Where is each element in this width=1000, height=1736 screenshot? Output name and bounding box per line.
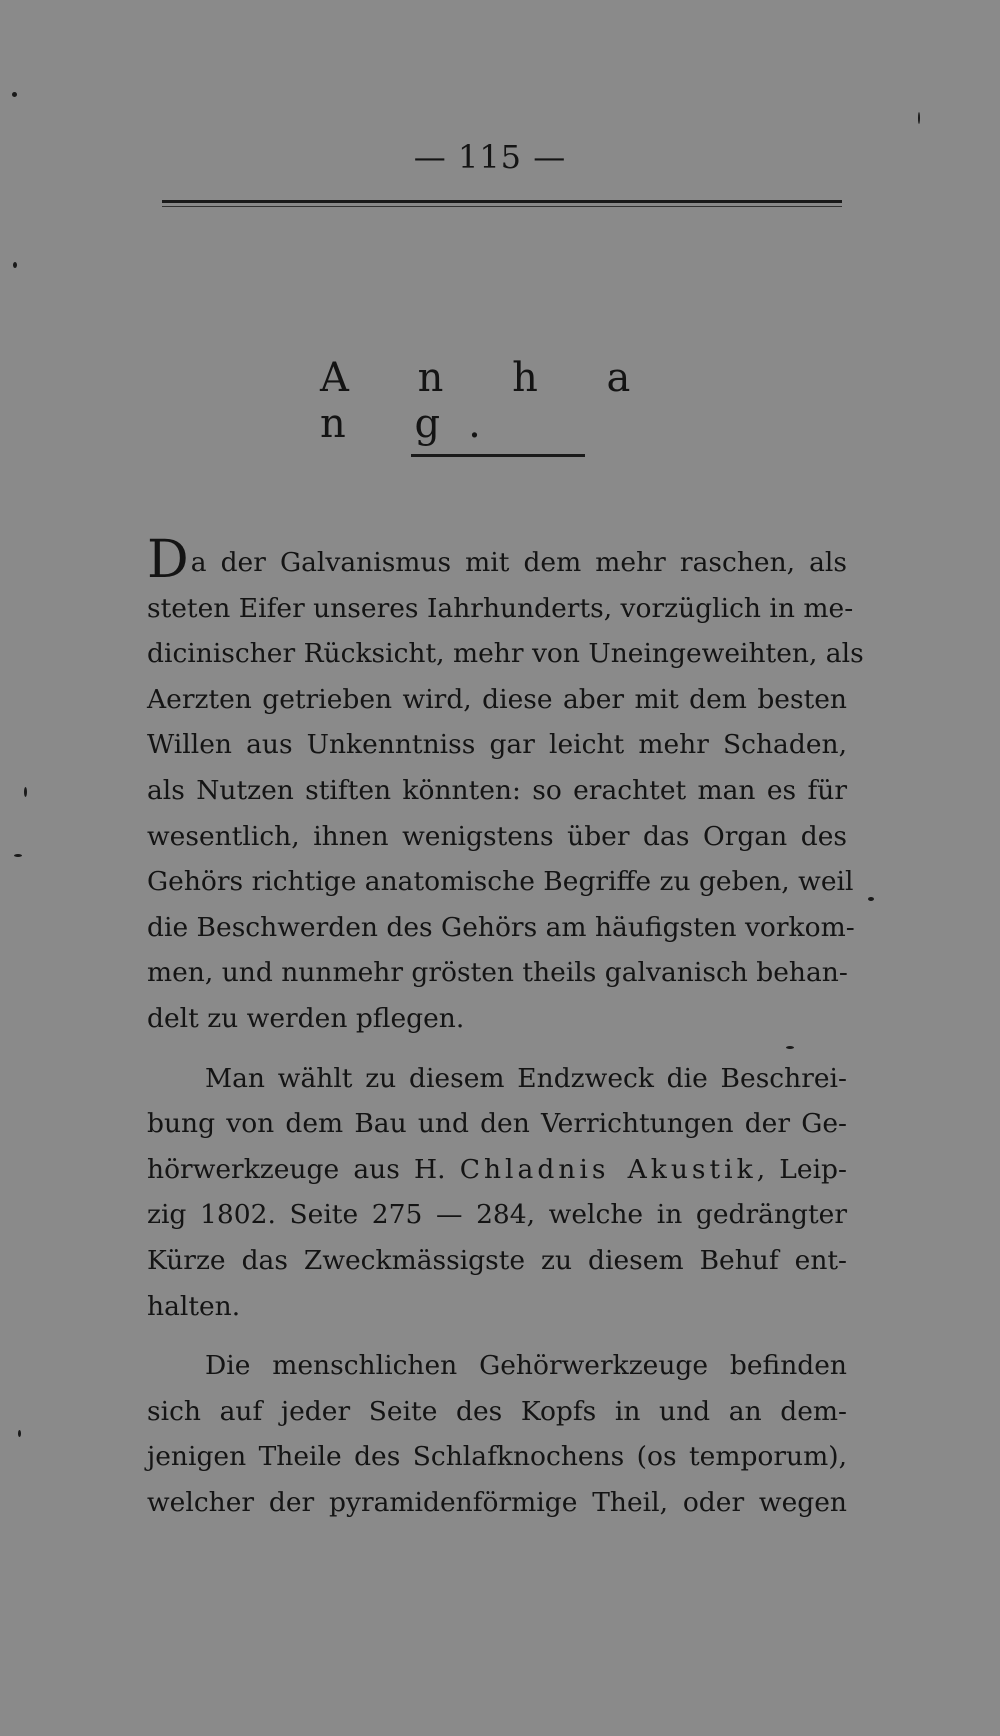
scan-speck <box>14 854 22 857</box>
paragraph-1 <box>147 530 864 1042</box>
text-line: Willen aus Unkenntniss gar leicht mehr Schaden, <box>147 729 847 761</box>
line-text: a der Galvanismus mit dem mehr raschen, als <box>190 547 847 578</box>
title-rule <box>411 454 585 457</box>
spaced-reference: Chladnis Akustik <box>459 1153 757 1185</box>
text-line: wesentlich, ihnen wenigstens über das Organ des <box>147 820 847 852</box>
page-number: — 115 — <box>413 138 567 176</box>
text-line: sich auf jeder Seite des Kopfs in und an dem- <box>147 1395 847 1427</box>
scan-speck <box>786 1046 794 1049</box>
text-line <box>147 1056 847 1102</box>
scan-speck <box>868 897 874 901</box>
text-line: welcher der pyramidenförmige Theil, oder wegen <box>147 1486 847 1518</box>
text-line: zig 1802. Seite 275 — 284, welche in gedrängter <box>147 1199 847 1231</box>
header-rule-thin <box>162 206 842 207</box>
line-text: , Leip- <box>756 1153 847 1185</box>
text-line <box>147 1343 847 1389</box>
drop-cap: D <box>147 530 189 590</box>
text-line: als Nutzen stiften könnten: so erachtet man es für <box>147 774 847 806</box>
text-line: bung von dem Bau und den Verrichtungen der Ge- <box>147 1108 847 1140</box>
section-title: A n h a n g. <box>320 355 659 447</box>
paragraph-3 <box>147 1343 847 1525</box>
body-text <box>147 530 864 1525</box>
text-line: men, und nunmehr grösten theils galvanisch behan- <box>147 957 848 989</box>
text-line: dicinischer Rücksicht, mehr von Uneingeweihten, als <box>147 638 864 670</box>
line-text: Die menschlichen Gehörwerkzeuge befinden <box>205 1350 847 1382</box>
text-line: delt zu werden pflegen. <box>147 1002 465 1034</box>
text-line: Gehörs richtige anatomische Begriffe zu geben, weil <box>147 866 854 898</box>
text-line: steten Eifer unseres Iahrhunderts, vorzüglich in me- <box>147 592 854 624</box>
text-line <box>147 530 847 590</box>
scan-speck <box>18 1430 21 1437</box>
text-line: halten. <box>147 1290 241 1322</box>
line-text: hörwerkzeuge aus H. <box>147 1153 460 1185</box>
scan-speck <box>918 112 920 124</box>
text-line: Kürze das Zweckmässigste zu diesem Behuf ent- <box>147 1244 847 1276</box>
text-line <box>147 1147 847 1193</box>
text-line: jenigen Theile des Schlafknochens (os temporum), <box>147 1441 847 1473</box>
text-line: die Beschwerden des Gehörs am häufigsten vorkom- <box>147 911 855 943</box>
line-text: Man wählt zu diesem Endzweck die Beschrei- <box>205 1062 847 1094</box>
header-rule <box>162 200 842 203</box>
scan-speck <box>13 262 17 268</box>
text-line: Aerzten getrieben wird, diese aber mit dem besten <box>147 683 847 715</box>
scan-speck <box>24 787 27 797</box>
scan-speck <box>12 92 17 97</box>
paragraph-2 <box>147 1056 847 1330</box>
